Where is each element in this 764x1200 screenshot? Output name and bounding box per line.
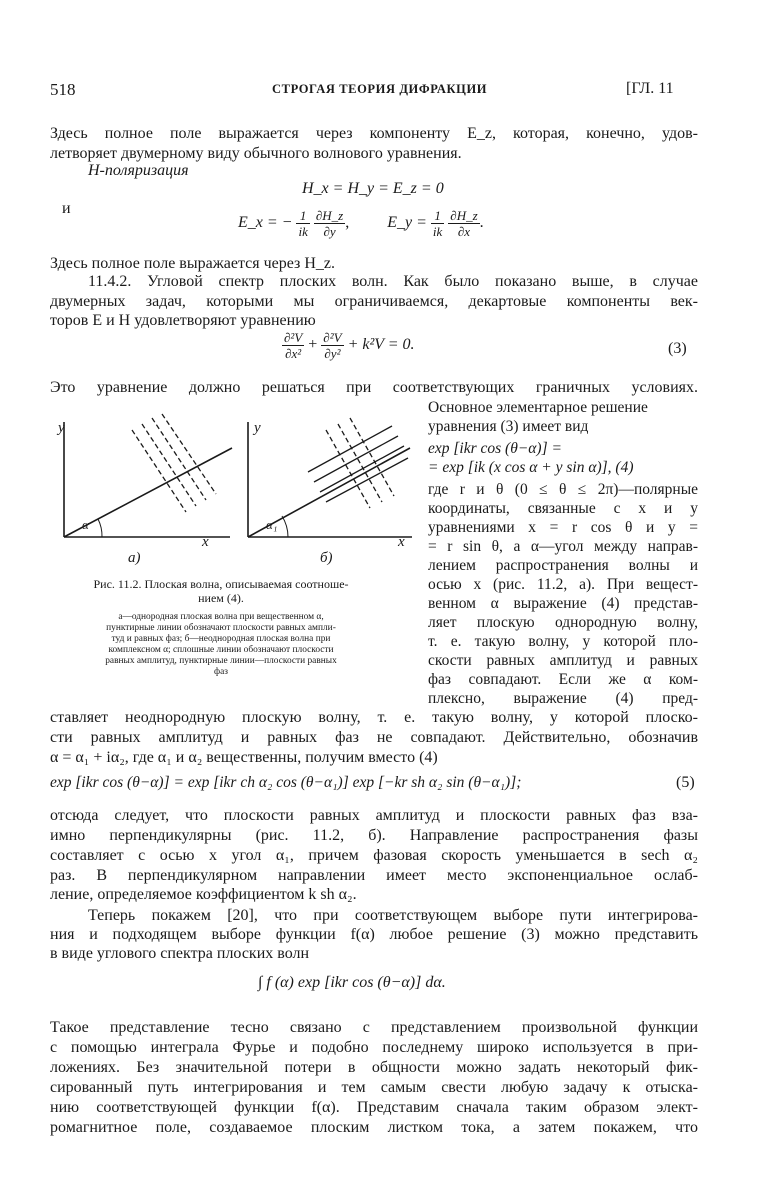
text-line: сти равных амплитуд и равных фаз не совпадают. Действительно, обозначив (50, 729, 698, 746)
figure-caption-title: Рис. 11.2. Плоская волна, описываемая соотноше- (93, 577, 349, 591)
fraction (431, 208, 444, 239)
propagation-ray-a (64, 448, 232, 537)
running-title: СТРОГАЯ ТЕОРИЯ ДИФРАКЦИИ (272, 82, 488, 96)
section-line: 11.4.2. Угловой спектр плоских волн. Как было показано выше, в случае (88, 273, 698, 290)
ey-lhs: E_y = (387, 214, 427, 232)
figure-caption-title: нием (4). (198, 591, 244, 605)
h-polarization-heading: H-поляризация (88, 162, 189, 179)
comma: , (345, 214, 350, 232)
numerator: ∂H_z (315, 208, 344, 223)
angle-arc-b (282, 516, 288, 537)
denominator: ik (298, 224, 308, 239)
fraction (314, 208, 345, 239)
col-line: уравнениями x = r cos θ и y = (428, 519, 698, 536)
figure-panel-a (64, 414, 232, 537)
numerator: 1 (296, 208, 309, 224)
numerator: ∂²V (323, 330, 342, 345)
numerator: ∂H_z (450, 208, 478, 223)
plus-sign: + (308, 336, 318, 354)
text-line: имно перпендикулярны (рис. 11.2, б). Направление распространения фазы (50, 827, 698, 844)
denominator: ∂x² (285, 346, 302, 361)
col-line: ляет плоскую однородную волну, (428, 614, 698, 631)
equation-number: (3) (668, 340, 687, 357)
denominator: ∂x (457, 224, 471, 239)
col-line: лением распространения волны и (428, 557, 698, 574)
col-line: скости равных амплитуд и равных (428, 652, 698, 669)
caption-line: пунктирные линии обозначают плоскости равных ампли- (106, 623, 336, 633)
axis-y-label-a: y (58, 420, 65, 436)
caption-line: комплексном α; сплошные линии обозначают плоскости (108, 645, 334, 655)
axis-x-label-b: x (398, 534, 405, 550)
text-line: нию соответствующей функции f(α). Представим сначала таким образом элект- (50, 1099, 698, 1116)
eq3-rest: + k²V = 0. (347, 336, 415, 354)
text-line: отсюда следует, что плоскости равных амплитуд и плоскости равных фаз вза- (50, 807, 698, 824)
col-line: = r sin θ, а α—угол между направ- (428, 538, 698, 555)
numerator: 1 (431, 208, 444, 224)
angle-arc-a (98, 519, 102, 537)
amplitude-line (326, 458, 408, 502)
ex-lhs: E_x = − (238, 214, 293, 232)
text-line: Здесь полное поле выражается через компоненту E_z, которая, конечно, удов- (50, 125, 698, 142)
section-line: двумерных задач, которыми мы ограничиваемся, декартовые компоненты век- (50, 293, 698, 310)
text-line: раз. В перпендикулярном направлении имеет место экспоненциальное ослаб- (50, 867, 698, 884)
panel-label-a: а) (128, 550, 141, 566)
text-line: Это уравнение должно решаться при соответствующих граничных условиях. (50, 379, 698, 396)
col-line: фаз совпадают. Если же α ком- (428, 671, 698, 688)
dashed-phase-line (152, 418, 206, 500)
col-line: координаты, связанные с x и y (428, 500, 698, 517)
angle-label-b: α₁ (266, 517, 278, 532)
col-line: exp [ikr cos (θ−α)] = (428, 440, 562, 457)
text-line: ния и подходящем выборе функции f(α) любое решение (3) можно представить (50, 926, 698, 943)
and-word: и (62, 200, 71, 217)
col-line: = exp [ik (x cos α + y sin α)], (4) (428, 459, 634, 476)
equation-3 (282, 330, 415, 361)
chapter-label: [ГЛ. 11 (626, 80, 674, 97)
text-line: ромагнитное поле, создаваемое плоским листком тока, а затем покажем, что (50, 1119, 698, 1136)
fraction (321, 330, 343, 361)
figure-11-2 (40, 412, 420, 577)
equation-number: (5) (676, 774, 695, 791)
caption-line: туд и равных фаз; б—неоднородная плоская волна при (111, 634, 331, 644)
fraction (448, 208, 479, 239)
text-line: ление, определяемое коэффициентом k sh α₂. (50, 886, 357, 903)
equation-h: H_x = H_y = E_z = 0 (302, 180, 444, 197)
angle-label-a: α (82, 517, 89, 532)
text-line: с помощью интеграла Фурье и подобно последнему широко используется в при- (50, 1039, 698, 1056)
fraction (282, 330, 304, 361)
dashed-phase-line (132, 430, 186, 512)
col-line: уравнения (3) имеет вид (428, 418, 589, 435)
col-line: т. е. такую волну, у которой пло- (428, 633, 698, 650)
dashed-phase-line (162, 414, 216, 494)
equation-5: exp [ikr cos (θ−α)] = exp [ikr ch α₂ cos (θ−α₁)] exp [−kr sh α₂ sin (θ−α₁)]; (50, 774, 522, 791)
section-line: торов E и H удовлетворяют уравнению (50, 312, 316, 329)
amplitude-line (320, 446, 404, 492)
caption-line: а—однородная плоская волна при вещественном α, (118, 612, 324, 622)
text-line: составляет с осью x угол α₁, причем фазовая скорость уменьшается в sech α₂ (50, 847, 698, 864)
text-line: ставляет неоднородную плоскую волну, т. е. такую волну, у которой плоско- (50, 709, 698, 726)
text-line: α = α₁ + iα₂, где α₁ и α₂ вещественны, получим вместо (4) (50, 749, 438, 766)
equation-ex-ey (238, 208, 484, 239)
amplitude-line (314, 436, 398, 482)
text-line: Теперь покажем [20], что при соответствующем выборе пути интегрирова- (88, 907, 698, 924)
dot: . (479, 214, 484, 232)
text-line: в виде углового спектра плоских волн (50, 945, 310, 962)
col-line: плексно, выражение (4) пред- (428, 690, 698, 707)
col-line: осью x (рис. 11.2, a). При вещест- (428, 576, 698, 593)
col-line: венном α выражение (4) представ- (428, 595, 698, 612)
denominator: ik (432, 224, 443, 239)
equation-angular-spectrum: ∫ f (α) exp [ikr cos (θ−α)] dα. (258, 974, 446, 991)
caption-line: фаз (214, 667, 228, 677)
numerator: ∂²V (284, 330, 303, 345)
caption-line: равных амплитуд, пунктирные линии—плоскости равных (105, 656, 337, 666)
text-line: ложениях. Без значительной потери в общности можно задать некоторый фик- (50, 1059, 698, 1076)
text-line: Здесь полное поле выражается через H_z. (50, 255, 336, 272)
text-line: летворяет двумерному виду обычного волнового уравнения. (50, 145, 462, 162)
col-line: Основное элементарное решение (428, 399, 648, 416)
denominator: ∂y (323, 224, 336, 239)
text-line: Такое представление тесно связано с представлением произвольной функции (50, 1019, 698, 1036)
denominator: ∂y² (324, 346, 341, 361)
dashed-phase-line (142, 424, 196, 506)
axis-x-label-a: x (202, 534, 209, 550)
panel-label-b: б) (320, 550, 333, 566)
dashed-phase-line (350, 418, 394, 496)
axis-y-label-b: y (254, 420, 261, 436)
col-line: где r и θ (0 ≤ θ ≤ 2π)—полярные (428, 481, 698, 498)
fraction (296, 208, 309, 239)
text-line: сированный путь интегрирования и тем самым свести любую задачу к отыска- (50, 1079, 698, 1096)
page-number: 518 (50, 80, 76, 99)
